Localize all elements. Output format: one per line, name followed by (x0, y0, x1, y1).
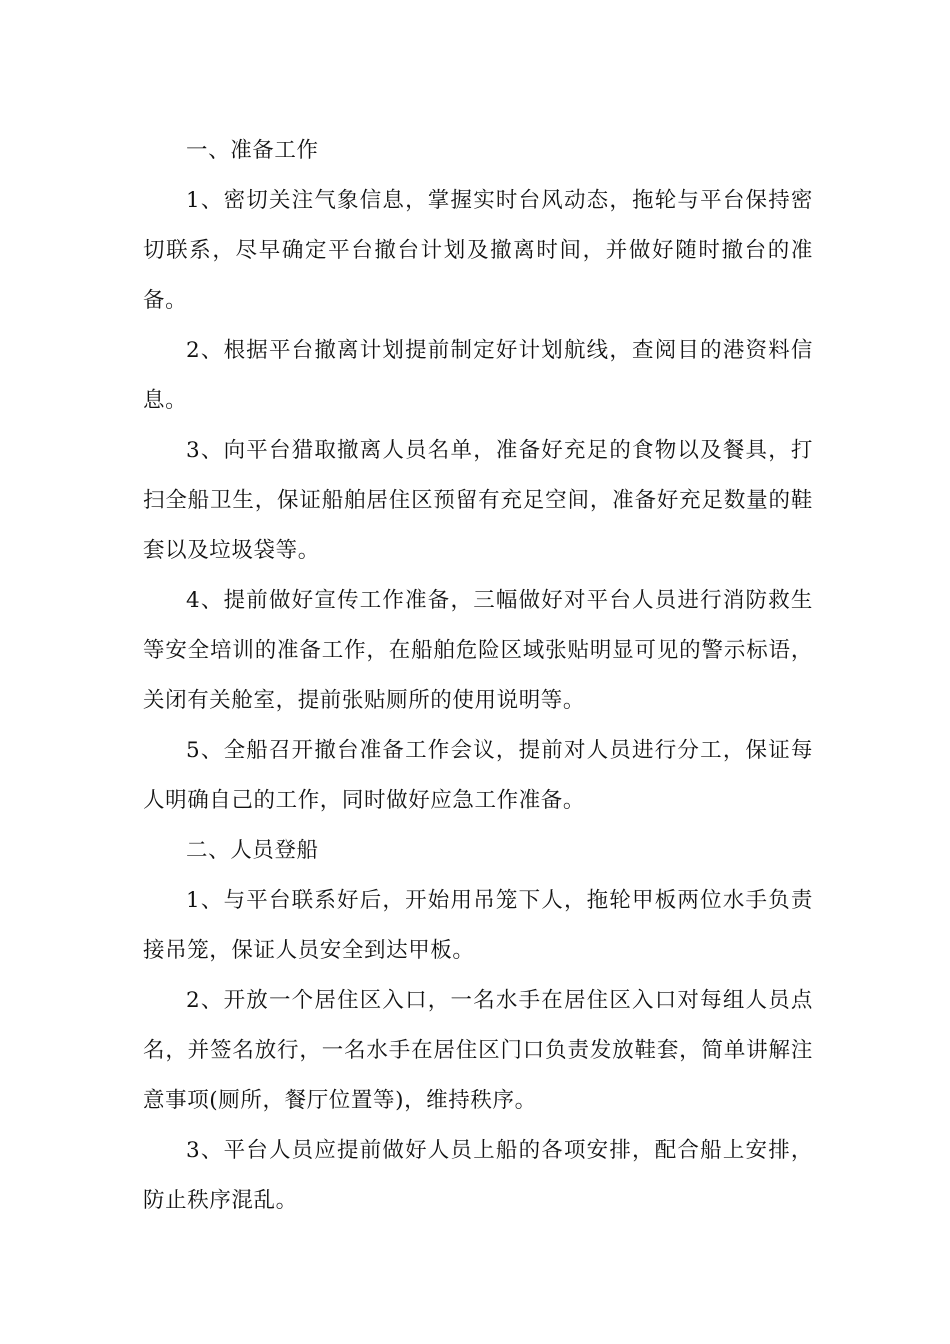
paragraph: 1、密切关注气象信息，掌握实时台风动态，拖轮与平台保持密切联系，尽早确定平台撤台计划及撤离时间，并做好随时撤台的准备。 (143, 188, 813, 313)
document-body (143, 126, 813, 1226)
section-heading-boarding: 二、人员登船 (186, 838, 319, 863)
section-heading-preparation: 一、准备工作 (186, 138, 319, 163)
paragraph: 3、向平台猎取撤离人员名单，准备好充足的食物以及餐具，打扫全船卫生，保证船舶居住区预留有充足空间，准备好充足数量的鞋套以及垃圾袋等。 (143, 438, 813, 563)
paragraph: 2、根据平台撤离计划提前制定好计划航线，查阅目的港资料信息。 (143, 338, 813, 413)
paragraph: 4、提前做好宣传工作准备，三幅做好对平台人员进行消防救生等安全培训的准备工作，在船舶危险区域张贴明显可见的警示标语，关闭有关舱室，提前张贴厕所的使用说明等。 (143, 588, 813, 713)
paragraph: 1、与平台联系好后，开始用吊笼下人，拖轮甲板两位水手负责接吊笼，保证人员安全到达甲板。 (143, 888, 813, 963)
paragraph: 3、平台人员应提前做好人员上船的各项安排，配合船上安排，防止秩序混乱。 (143, 1138, 813, 1213)
paragraph: 2、开放一个居住区入口，一名水手在居住区入口对每组人员点名，并签名放行，一名水手在居住区门口负责发放鞋套，简单讲解注意事项(厕所，餐厅位置等)，维持秩序。 (143, 988, 813, 1113)
paragraph: 5、全船召开撤台准备工作会议，提前对人员进行分工，保证每人明确自己的工作，同时做好应急工作准备。 (143, 738, 813, 813)
